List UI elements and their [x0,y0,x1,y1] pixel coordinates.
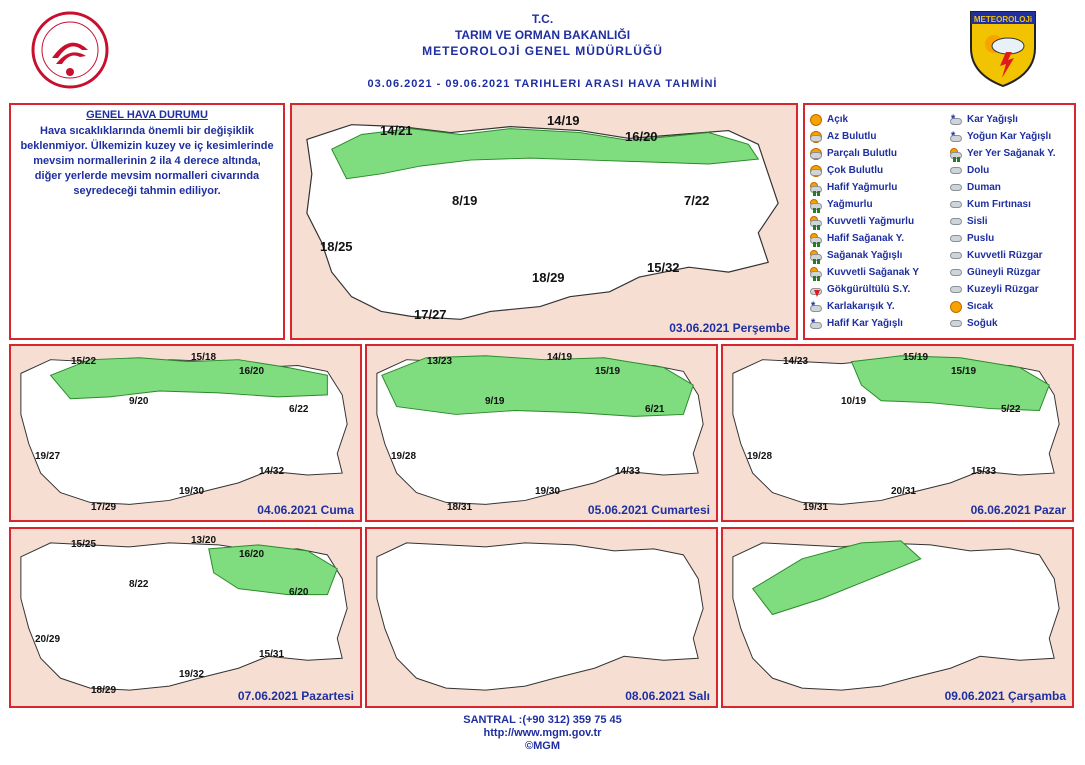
legend-item [949,162,1056,179]
weather-icon: * [809,317,823,331]
weather-icon [809,198,823,212]
temp-label: 6/20 [289,587,309,598]
logo-text: METEOROLOJi [973,15,1033,24]
weather-icon [949,232,963,246]
weather-icon [809,249,823,263]
forecast-map-day1 [290,103,798,340]
temp-label: 10/19 [841,396,867,407]
legend-item [809,196,919,213]
legend-item [949,179,1056,196]
header-tc: T.C. [531,12,554,26]
map-date: 03.06.2021 Perşembe [669,321,790,335]
map-date: 09.06.2021 Çarşamba [944,689,1066,703]
temp-label: 9/20 [129,396,149,407]
footer-website-link[interactable]: http://www.mgm.gov.tr [483,727,602,739]
general-weather-text: Hava sıcaklıklarında önemli bir değişiklik beklenmiyor. Ülkemizin kuzey ve iç kesimlerinde mevsim normallerinin 2 ila 4 derece altında, diğer yerlerde mevsim normalleri civarında seyredeceği tahmin ediliyor. [20,125,274,197]
map-date: 04.06.2021 Cuma [257,503,354,517]
weather-icon [809,147,823,161]
legend-item [949,111,1056,128]
temp-label: 13/23 [427,356,453,367]
legend-label: Yoğun Kar Yağışlı [967,131,1052,142]
temp-label: 15/31 [259,649,285,660]
temp-label: 5/22 [1001,404,1021,415]
temp-label: 19/30 [535,486,561,497]
temp-label: 18/29 [532,270,565,285]
legend-item [809,145,919,162]
weather-icon [949,266,963,280]
temp-label: 14/32 [259,466,285,477]
turkey-map [723,529,1072,706]
forecast-map-day2 [9,344,362,522]
footer-copyright: ©MGM [525,740,560,752]
header-directorate: METEOROLOJİ GENEL MÜDÜRLÜĞÜ [422,44,663,58]
legend-label: Kuvvetli Sağanak Y [827,267,920,278]
weather-icon [949,300,963,314]
temp-label: 18/25 [320,239,353,254]
weather-icon: * [809,300,823,314]
weather-icon [949,164,963,178]
temp-label: 15/19 [903,352,929,363]
temp-label: 7/22 [684,193,710,208]
footer [0,714,1085,753]
legend-item [809,298,919,315]
forecast-map-day3 [365,344,718,522]
temp-label: 8/22 [129,579,149,590]
temp-label: 18/31 [447,502,473,513]
legend-label: Kuvvetli Yağmurlu [827,216,915,227]
temp-label: 6/21 [645,404,665,415]
legend-label: Soğuk [967,318,998,329]
legend-label: Dolu [967,165,990,176]
legend-item [949,128,1056,145]
temp-label: 6/22 [289,404,309,415]
temp-label: 17/29 [91,502,117,513]
legend-item [949,298,1056,315]
temp-label: 15/22 [71,356,97,367]
header-date-range: 03.06.2021 - 09.06.2021 TARIHLERI ARASI HAVA TAHMİNİ [367,78,718,90]
header-ministry: TARIM VE ORMAN BAKANLIĞI [454,28,631,42]
temp-label: 16/20 [625,129,658,144]
weather-legend [803,103,1076,340]
weather-icon: * [949,113,963,127]
legend-label: Az Bulutlu [827,131,877,142]
legend-label: Kar Yağışlı [967,114,1018,125]
map-date: 07.06.2021 Pazartesi [237,689,354,703]
weather-icon [949,283,963,297]
temp-label: 15/25 [71,539,97,550]
legend-item [809,213,919,230]
temp-label: 14/23 [783,356,809,367]
legend-label: Kuvvetli Rüzgar [967,250,1043,261]
legend-item [809,230,919,247]
legend-label: Açık [827,114,849,125]
legend-item [809,247,919,264]
temp-label: 20/31 [891,486,917,497]
temp-label: 15/19 [595,366,621,377]
legend-label: Karlakarışık Y. [827,301,895,312]
general-weather-panel [9,103,285,340]
legend-label: Gökgürültülü S.Y. [827,284,911,295]
footer-phone: SANTRAL :(+90 312) 359 75 45 [463,714,622,726]
temp-label: 14/19 [547,352,573,363]
weather-icon [809,113,823,127]
temp-label: 9/19 [485,396,505,407]
legend-item [949,213,1056,230]
legend-label: Hafif Yağmurlu [827,182,898,193]
legend-item [809,315,919,332]
meteoroloji-logo [968,8,1038,88]
temp-label: 20/29 [35,634,61,645]
general-weather-title: GENEL HAVA DURUMU [86,109,208,121]
temp-label: 18/29 [91,685,117,696]
legend-label: Puslu [967,233,995,244]
legend-label: Çok Bulutlu [827,165,884,176]
weather-icon [809,232,823,246]
weather-icon [809,181,823,195]
weather-icon [809,283,823,297]
weather-icon [809,130,823,144]
temp-label: 15/18 [191,352,217,363]
temp-label: 19/30 [179,486,205,497]
weather-icon [949,215,963,229]
forecast-map-day6 [365,527,718,708]
forecast-map-day5 [9,527,362,708]
temp-label: 19/28 [747,451,773,462]
legend-item [949,230,1056,247]
forecast-map-day7 [721,527,1074,708]
temp-label: 17/27 [414,307,447,322]
temp-label: 14/33 [615,466,641,477]
turkey-map [367,529,716,706]
temp-label: 19/31 [803,502,829,513]
weather-icon [949,249,963,263]
weather-icon [809,266,823,280]
legend-label: Yağmurlu [827,199,873,210]
forecast-map-day4 [721,344,1074,522]
weather-icon [949,198,963,212]
weather-icon: * [949,130,963,144]
legend-label: Duman [967,182,1001,193]
weather-icon [949,147,963,161]
temp-label: 15/19 [951,366,977,377]
temp-label: 19/32 [179,669,205,680]
legend-item [809,128,919,145]
legend-label: Kum Fırtınası [967,199,1031,210]
legend-item [809,162,919,179]
turkey-map [292,105,796,338]
map-date: 05.06.2021 Cumartesi [587,503,710,517]
legend-item [949,315,1056,332]
temp-label: 14/19 [547,113,580,128]
weather-icon [949,317,963,331]
temp-label: 15/33 [971,466,997,477]
weather-icon [809,215,823,229]
legend-label: Güneyli Rüzgar [967,267,1041,278]
legend-label: Sıcak [967,301,994,312]
temp-label: 19/27 [35,451,61,462]
map-date: 08.06.2021 Salı [625,689,710,703]
legend-label: Sağanak Yağışlı [827,250,903,261]
legend-label: Hafif Kar Yağışlı [827,318,903,329]
temp-label: 19/28 [391,451,417,462]
weather-icon [809,164,823,178]
legend-item [809,179,919,196]
legend-item [949,145,1056,162]
legend-item [949,196,1056,213]
weather-icon [949,181,963,195]
legend-label: Kuzeyli Rüzgar [967,284,1039,295]
legend-label: Parçalı Bulutlu [827,148,898,159]
temp-label: 8/19 [452,193,478,208]
legend-item [809,264,919,281]
legend-item [949,264,1056,281]
legend-item [949,281,1056,298]
temp-label: 16/20 [239,549,265,560]
legend-item [809,111,919,128]
temp-label: 15/32 [647,260,680,275]
legend-item [809,281,919,298]
temp-label: 13/20 [191,535,217,546]
legend-label: Sisli [967,216,988,227]
temp-label: 14/21 [380,123,413,138]
legend-label: Hafif Sağanak Y. [827,233,905,244]
legend-label: Yer Yer Sağanak Y. [967,148,1056,159]
legend-item [949,247,1056,264]
map-date: 06.06.2021 Pazar [970,503,1066,517]
temp-label: 16/20 [239,366,265,377]
